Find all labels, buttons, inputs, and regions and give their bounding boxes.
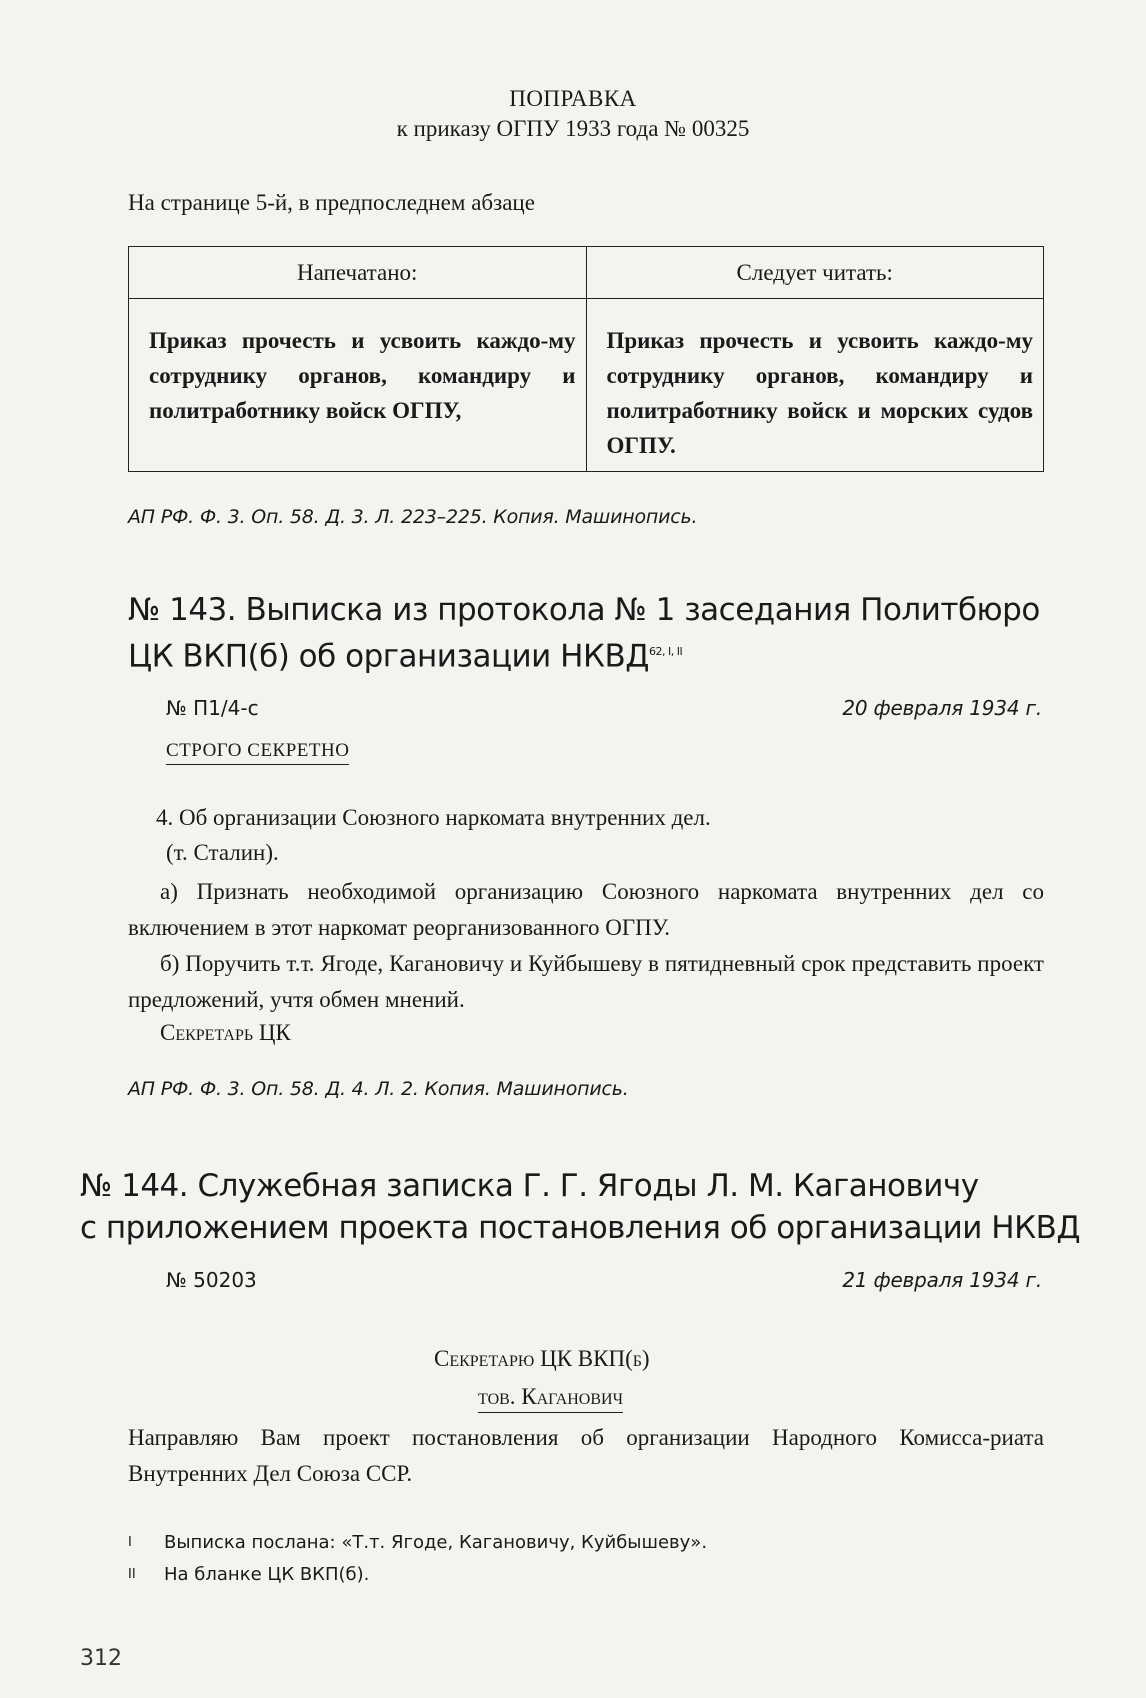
amendment-subtitle: к приказу ОГПУ 1933 года № 00325 xyxy=(396,116,750,141)
amendment-title: ПОПРАВКА xyxy=(509,86,637,111)
footnote-1-mark: I xyxy=(128,1535,132,1550)
doc143-para-b: б) Поручить т.т. Ягоде, Кагановичу и Куйбышеву в пятидневный срок представить проект предложений, учтя обмен мнений. xyxy=(128,951,1044,1012)
doc144-addressee-2: тов. Каганович xyxy=(478,1382,623,1413)
footnote-2-text: На бланке ЦК ВКП(б). xyxy=(164,1564,370,1585)
doc143-para-a: а) Признать необходимой организацию Союзного наркомата внутренних дел со включением в этот наркомат реорганизованного ОГПУ. xyxy=(128,879,1044,940)
doc144-title-line2: с приложением проекта постановления об организации НКВД xyxy=(80,1210,1081,1246)
doc143-source: АП РФ. Ф. 3. Оп. 58. Д. 4. Л. 2. Копия. Машинопись. xyxy=(128,1078,629,1100)
doc143-date: 20 февраля 1934 г. xyxy=(842,696,1042,720)
page-number: 312 xyxy=(80,1646,122,1671)
doc143-item: 4. Об организации Союзного наркомата внутренних дел. xyxy=(156,805,711,830)
printed-cell xyxy=(129,299,587,472)
printed-text: Приказ прочесть и усвоить каждо-му сотруднику органов, командиру и политработнику войск ОГПУ, xyxy=(149,328,576,423)
footnote-1 xyxy=(128,1530,707,1556)
amendment-location: На странице 5-й, в предпоследнем абзаце xyxy=(128,190,535,215)
footnote-1-text: Выписка послана: «Т.т. Ягоде, Кагановичу, Куйбышеву». xyxy=(164,1532,708,1553)
doc143-secrecy-stamp: СТРОГО СЕКРЕТНО xyxy=(166,740,349,765)
col-printed-header: Напечатано: xyxy=(129,247,587,299)
doc143-signature: Секретарь ЦК xyxy=(160,1020,291,1045)
doc143-speaker: (т. Сталин). xyxy=(166,840,279,865)
doc144-date: 21 февраля 1934 г. xyxy=(842,1268,1042,1292)
doc144-body: Направляю Вам проект постановления об организации Народного Комисса-риата Внутренних Дел Союза ССР. xyxy=(128,1425,1044,1486)
amendment-source: АП РФ. Ф. 3. Оп. 58. Д. 3. Л. 223–225. Копия. Машинопись. xyxy=(128,506,698,528)
footnote-2-mark: II xyxy=(128,1567,136,1582)
doc143-title-footnote-marks: 62, I, II xyxy=(649,645,683,658)
should-text: Приказ прочесть и усвоить каждо-му сотруднику органов, командиру и политработнику войск и морских судов ОГПУ. xyxy=(606,328,1033,458)
col-should-header: Следует читать: xyxy=(586,247,1044,299)
doc143-title-line2: ЦК ВКП(б) об организации $НКВД^{62, I, II}$ xyxy=(128,638,683,675)
correction-table xyxy=(128,246,1044,472)
doc143-number: № П1/4-с xyxy=(166,696,259,720)
doc144-title-line1: № 144. Служебная записка Г. Г. Ягоды Л. М. Кагановичу xyxy=(80,1168,979,1204)
should-cell xyxy=(586,299,1044,472)
doc143-title-line1: № 143. Выписка из протокола № 1 заседания Политбюро xyxy=(128,592,1040,628)
footnote-2 xyxy=(128,1562,369,1588)
doc144-number: № 50203 xyxy=(166,1268,257,1292)
doc144-addressee-1: Секретарю ЦК ВКП(б) xyxy=(434,1346,650,1371)
